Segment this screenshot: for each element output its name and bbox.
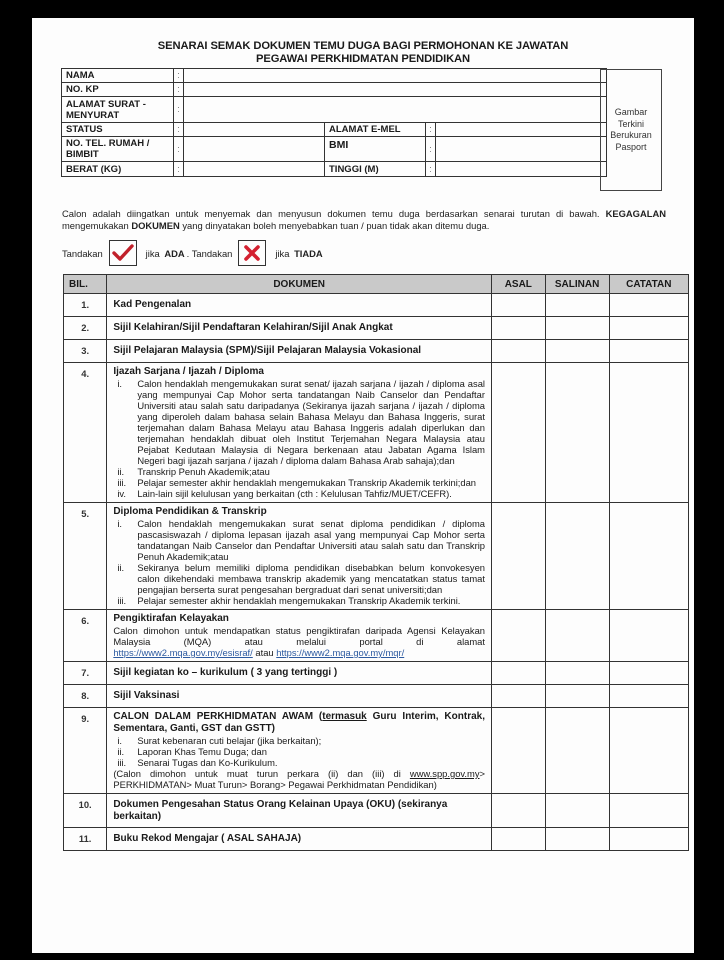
sub-item: [113, 466, 485, 477]
label-bmi: BMI: [325, 137, 426, 162]
legend-ada: ADA: [164, 247, 185, 259]
passport-photo-box: [600, 69, 662, 191]
spp-website-link[interactable]: www.spp.gov.my: [409, 768, 480, 779]
document-cell: [107, 708, 492, 794]
catatan-cell[interactable]: [609, 317, 688, 340]
legend-text: Tandakan: [62, 247, 103, 259]
document-cell: [107, 503, 492, 610]
sub-item-text: Transkrip Penuh Akademik;atau: [137, 466, 270, 477]
label-alamat-emel: ALAMAT E-MEL: [325, 123, 426, 137]
label-berat: BERAT (KG): [62, 162, 174, 177]
notice-emphasis: KEGAGALAN: [605, 208, 666, 219]
notice-emphasis: DOKUMEN: [131, 220, 180, 231]
download-note: [113, 768, 485, 790]
table-row: [64, 294, 689, 317]
colon: :: [426, 123, 436, 137]
row-number: 2.: [64, 317, 107, 340]
salinan-cell[interactable]: [545, 294, 609, 317]
salinan-cell[interactable]: [545, 503, 609, 610]
colon: :: [174, 69, 184, 83]
title-underlined: termasuk: [322, 711, 367, 722]
colon: :: [174, 162, 184, 177]
salinan-cell[interactable]: [545, 828, 609, 851]
photo-label-line-3: Berukuran: [610, 130, 652, 140]
row-number: 11.: [64, 828, 107, 851]
row-number: 6.: [64, 610, 107, 662]
document-title: Ijazah Sarjana / Ijazah / Diploma: [113, 366, 264, 377]
sub-item-number: i.: [117, 735, 122, 746]
sub-item-number: ii.: [117, 562, 125, 573]
asal-cell[interactable]: [492, 610, 546, 662]
asal-cell[interactable]: [492, 662, 546, 685]
sub-item: [113, 735, 485, 746]
catatan-cell[interactable]: [609, 340, 688, 363]
salinan-cell[interactable]: [545, 340, 609, 363]
text-block: [610, 107, 652, 153]
header-dokumen: DOKUMEN: [107, 275, 492, 294]
table-row: [64, 317, 689, 340]
photo-label-line-2: Terkini: [617, 118, 644, 129]
row-number: 8.: [64, 685, 107, 708]
catatan-cell[interactable]: [609, 828, 688, 851]
table-row: [64, 685, 689, 708]
colon: :: [174, 123, 184, 137]
field-no-tel[interactable]: [184, 137, 325, 162]
instruction-notice: [62, 208, 666, 232]
sub-item: [113, 746, 485, 757]
colon: :: [174, 97, 184, 123]
row-number: 10.: [64, 794, 107, 828]
title-part: CALON DALAM PERKHIDMATAN AWAM (: [113, 711, 323, 722]
cross-icon: [238, 240, 266, 266]
header-salinan: SALINAN: [545, 275, 609, 294]
sub-item-number: iii.: [117, 477, 127, 488]
sub-item-number: iv.: [117, 488, 126, 499]
label-alamat-surat: ALAMAT SURAT - MENYURAT: [62, 97, 174, 123]
mqa-esisraf-link[interactable]: https://www2.mqa.gov.my/esisraf/: [113, 647, 253, 658]
salinan-cell[interactable]: [545, 685, 609, 708]
salinan-cell[interactable]: [545, 794, 609, 828]
sub-item-text: Calon hendaklah mengemukakan surat senat/ ijazah sarjana / ijazah / diploma asal yang mempunyai Cap Mohor serta tandatangan Naib Canselor dan Pendaftar Universiti atau salah satu daripadanya (Sekiranya ijazah sarjana / ijazah / diploma yang diperoleh dalam bahasa selain Bahasa Melayu dan Bahasa Inggeris, surat terjemahan dalam Bahasa Melayu atau Bahasa Inggeris adalah diperlukan dan terjemahan hendaklah dibuat oleh Institut Terjemahan Negara Malaysia atau Pejabat Kedutaan Malaysia di Negara berkenaan atau Jabatan Agama Islam Negeri bagi ijazah sarjana / ijazah / diploma dalam Bahasa Arab sahaja);dan: [137, 378, 485, 466]
document-cell: [107, 317, 492, 340]
title-line-2: PEGAWAI PERKHIDMATAN PENDIDIKAN: [255, 53, 471, 65]
catatan-cell[interactable]: [609, 363, 688, 503]
table-row: [64, 340, 689, 363]
field-nama[interactable]: [184, 69, 607, 83]
row-number: 5.: [64, 503, 107, 610]
document-title: Sijil Pelajaran Malaysia (SPM)/Sijil Pelajaran Malaysia Vokasional: [113, 345, 422, 356]
row-number: 3.: [64, 340, 107, 363]
photo-label-line-1: Gambar: [614, 107, 648, 117]
row-number: 1.: [64, 294, 107, 317]
document-cell: [107, 294, 492, 317]
table-row: [64, 794, 689, 828]
notice-text: yang dinyatakan boleh menyebabkan tuan / puan tidak akan ditemu duga.: [179, 220, 490, 231]
catatan-cell[interactable]: [609, 294, 688, 317]
colon: :: [174, 137, 184, 162]
document-cell: [107, 363, 492, 503]
sub-item: [113, 518, 485, 562]
notice-text: Calon adalah diingatkan untuk menyemak dan menyusun dokumen temu duga berdasarkan senarai turutan di bawah.: [62, 208, 606, 219]
sub-item: [113, 757, 485, 768]
document-cell: [107, 610, 492, 662]
sub-item: [113, 562, 485, 595]
document-cell: [107, 794, 492, 828]
asal-cell[interactable]: [492, 294, 546, 317]
label-nama: NAMA: [62, 69, 174, 83]
sub-item-text: Senarai Tugas dan Ko-Kurikulum.: [137, 757, 278, 768]
catatan-cell[interactable]: [609, 503, 688, 610]
document-page: [32, 18, 694, 953]
asal-cell[interactable]: [492, 685, 546, 708]
document-title: [32, 40, 694, 66]
table-header-row: [64, 275, 689, 294]
sub-item-number: i.: [117, 378, 122, 389]
note-text: (Calon dimohon untuk muat turun perkara (ii) dan (iii) di: [113, 768, 410, 779]
legend-text: jika: [275, 247, 290, 259]
sub-item-text: Sekiranya belum memiliki diploma pendidikan disebabkan belum konvokesyen calon dikehendaki membawa transkrip akademik yang mencatatkan status tamat pengajian berserta surat pengesahan bergraduat dari senat universiti;dan: [137, 562, 485, 595]
asal-cell[interactable]: [492, 340, 546, 363]
colon: :: [426, 162, 436, 177]
salinan-cell[interactable]: [545, 317, 609, 340]
header-catatan: CATATAN: [609, 275, 688, 294]
document-cell: [107, 685, 492, 708]
document-title: [113, 711, 485, 735]
table-row: [64, 662, 689, 685]
document-title: Pengiktirafan Kelayakan: [113, 613, 229, 624]
link-separator: atau: [252, 647, 277, 658]
marking-legend: [62, 240, 325, 266]
table-row: [64, 828, 689, 851]
field-tinggi[interactable]: [436, 162, 607, 177]
sub-item: [113, 595, 485, 606]
asal-cell[interactable]: [492, 828, 546, 851]
label-no-kp: NO. KP: [62, 83, 174, 97]
label-status: STATUS: [62, 123, 174, 137]
row-number: 7.: [64, 662, 107, 685]
table-row: [64, 503, 689, 610]
salinan-cell[interactable]: [545, 610, 609, 662]
asal-cell[interactable]: [492, 363, 546, 503]
legend-text: . Tandakan: [186, 247, 233, 259]
note-text: > PERKHIDMATAN> Muat Turun> Borang> Pegawai Perkhidmatan Pendidikan): [113, 768, 485, 790]
sub-item-text: Lain-lain sijil kelulusan yang berkaitan (cth : Kelulusan Tahfiz/MUET/CEFR).: [137, 488, 452, 499]
sub-item-number: i.: [117, 518, 122, 529]
document-title: Buku Rekod Mengajar ( ASAL SAHAJA): [113, 833, 302, 844]
header-bil: BIL.: [64, 275, 107, 294]
table-row: [64, 363, 689, 503]
sub-item-number: ii.: [117, 466, 125, 477]
sub-item-text: Pelajar semester akhir hendaklah mengemukakan Transkrip Akademik terkini;dan: [137, 477, 477, 488]
checkmark-icon: [109, 240, 137, 266]
catatan-cell[interactable]: [609, 662, 688, 685]
catatan-cell[interactable]: [609, 794, 688, 828]
document-cell: [107, 340, 492, 363]
sub-item-text: Calon hendaklah mengemukakan surat senat diploma pendidikan / diploma pascasiswazah / diploma lepasan ijazah asal yang mempunyai Cap Mohor serta tandatangan Naib Canselor dan Pendaftar Universiti atau salah satu dan Transkrip Penuh Akademik;atau: [137, 518, 485, 562]
field-alamat-emel[interactable]: [436, 123, 607, 137]
asal-cell[interactable]: [492, 503, 546, 610]
notice-text: mengemukakan: [62, 220, 132, 231]
sub-item: [113, 378, 485, 466]
field-status[interactable]: [184, 123, 325, 137]
colon: :: [426, 137, 436, 162]
salinan-cell[interactable]: [545, 708, 609, 794]
legend-tiada: TIADA: [294, 247, 323, 259]
catatan-cell[interactable]: [609, 708, 688, 794]
table-row: [64, 610, 689, 662]
label-no-tel: NO. TEL. RUMAH / BIMBIT: [62, 137, 174, 162]
label-tinggi: TINGGI (M): [325, 162, 426, 177]
row-number: 9.: [64, 708, 107, 794]
table-row: [64, 708, 689, 794]
field-alamat-surat[interactable]: [184, 97, 607, 123]
title-line-1: SENARAI SEMAK DOKUMEN TEMU DUGA BAGI PERMOHONAN KE JAWATAN: [157, 40, 569, 52]
sub-item: [113, 477, 485, 488]
catatan-cell[interactable]: [609, 610, 688, 662]
text-block: [113, 647, 485, 658]
document-title: Sijil Vaksinasi: [113, 690, 180, 701]
field-bmi[interactable]: [436, 137, 607, 162]
legend-text: jika: [145, 247, 160, 259]
document-title: Kad Pengenalan: [113, 299, 192, 310]
document-cell: [107, 828, 492, 851]
field-berat[interactable]: [184, 162, 325, 177]
sub-item-text: Calon dimohon untuk mendapatkan status pengiktirafan daripada Agensi Kelayakan Malaysia (MQA) atau melalui portal di alamat: [113, 625, 485, 647]
asal-cell[interactable]: [492, 708, 546, 794]
document-checklist-table: [63, 274, 689, 851]
sub-item-text: Pelajar semester akhir hendaklah mengemukakan Transkrip Akademik terkini.: [137, 595, 461, 606]
sub-item: [113, 488, 485, 499]
document-cell: [107, 662, 492, 685]
row-number: 4.: [64, 363, 107, 503]
sub-item-number: iii.: [117, 757, 127, 768]
document-title: Dokumen Pengesahan Status Orang Kelainan Upaya (OKU) (sekiranya berkaitan): [113, 799, 448, 822]
applicant-info-table: [61, 68, 607, 177]
asal-cell[interactable]: [492, 317, 546, 340]
document-title: Diploma Pendidikan & Transkrip: [113, 506, 267, 517]
field-no-kp[interactable]: [184, 83, 607, 97]
sub-item-number: iii.: [117, 595, 127, 606]
document-title: Sijil Kelahiran/Sijil Pendaftaran Kelahiran/Sijil Anak Angkat: [113, 322, 393, 333]
colon: :: [174, 83, 184, 97]
document-title: Sijil kegiatan ko – kurikulum ( 3 yang tertinggi ): [113, 667, 338, 678]
mqa-mqr-link[interactable]: https://www2.mqa.gov.my/mqr/: [276, 647, 405, 658]
photo-label-line-4: Pasport: [615, 141, 647, 152]
salinan-cell[interactable]: [545, 363, 609, 503]
salinan-cell[interactable]: [545, 662, 609, 685]
header-asal: ASAL: [492, 275, 546, 294]
title-part: Guru Interim, Kontrak, Sementara, Ganti, GST dan GSTT): [113, 711, 485, 734]
asal-cell[interactable]: [492, 794, 546, 828]
catatan-cell[interactable]: [609, 685, 688, 708]
sub-item-text: Surat kebenaran cuti belajar (jika berkaitan);: [137, 735, 322, 746]
sub-item-text: Laporan Khas Temu Duga; dan: [137, 746, 267, 757]
sub-item-number: ii.: [117, 746, 125, 757]
